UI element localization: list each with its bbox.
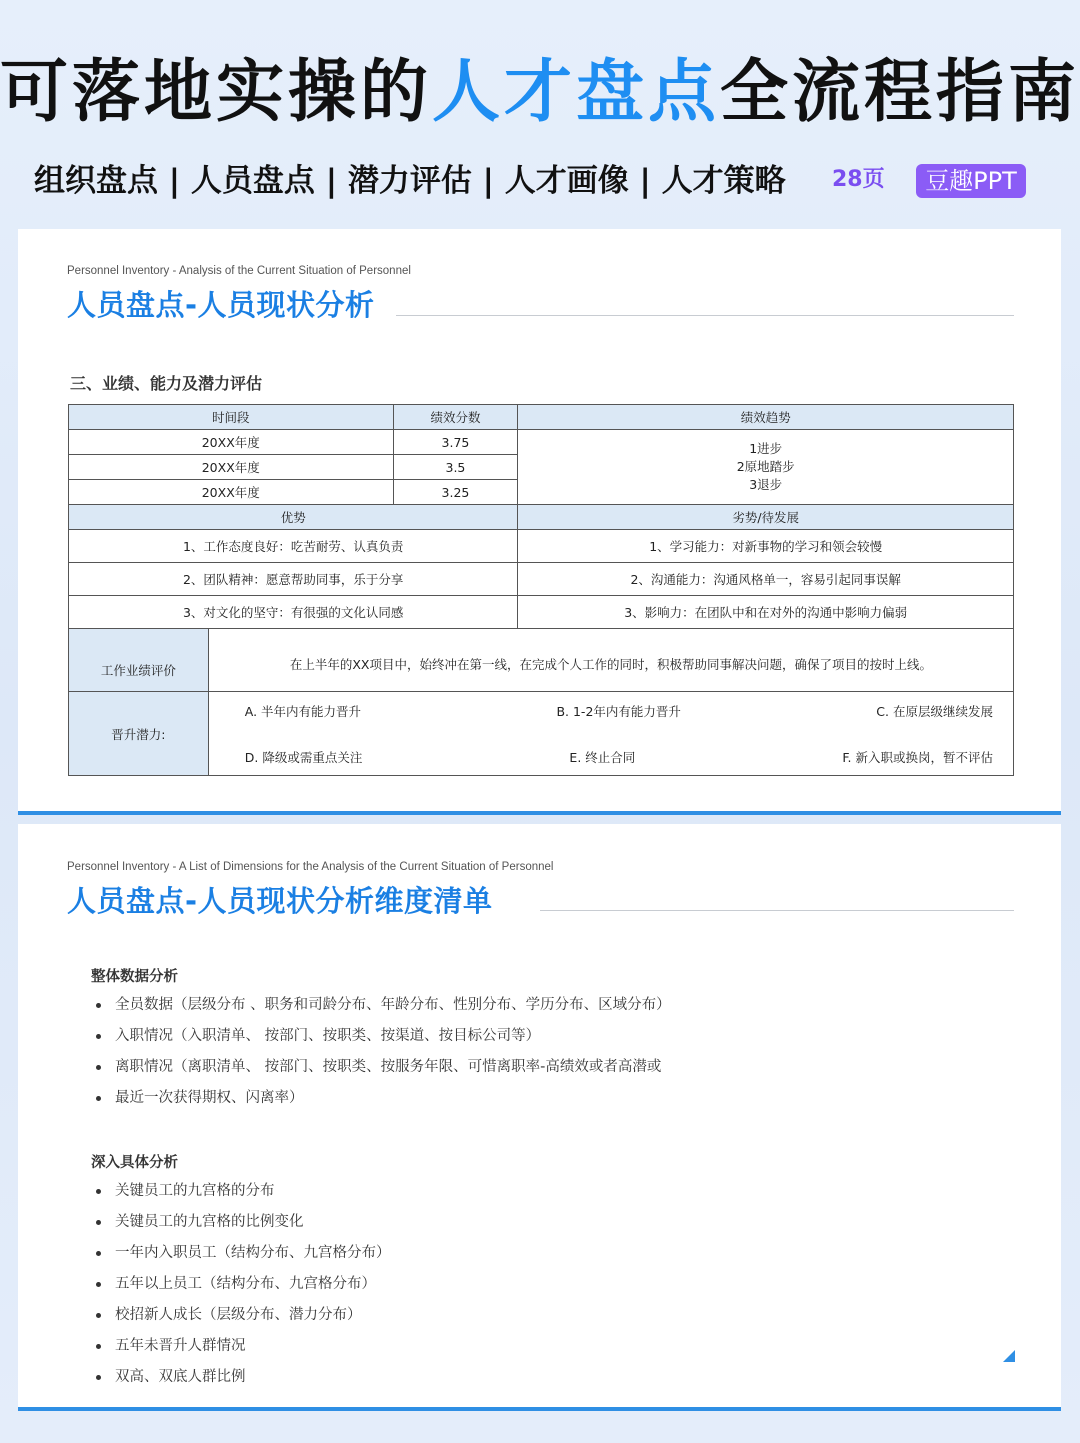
- slide-title: 人员盘点-人员现状分析维度清单: [67, 884, 493, 918]
- period-cell: 20XX年度: [69, 430, 394, 455]
- table-row: [69, 530, 1014, 563]
- header-trend: 绩效趋势: [518, 405, 1014, 430]
- slide-en-title: Personnel Inventory - A List of Dimensions for the Analysis of the Current Situation of Personnel: [67, 861, 554, 873]
- table-row: [69, 563, 1014, 596]
- list-item: 一年内入职员工（结构分布、九宫格分布）: [94, 1238, 391, 1269]
- table-row: [69, 629, 1014, 692]
- title-part1: 可落地实操的: [0, 53, 433, 132]
- title-part2: 全流程指南: [720, 53, 1080, 132]
- deep-list: [94, 1176, 391, 1393]
- disadvantage-cell: 2、沟通能力：沟通风格单一，容易引起同事误解: [518, 563, 1014, 596]
- header-score: 绩效分数: [393, 405, 518, 430]
- list-item: 关键员工的九宫格的分布: [94, 1176, 391, 1207]
- overall-heading: 整体数据分析: [91, 969, 178, 985]
- slide-current-situation: [18, 229, 1061, 815]
- subtitle: 组织盘点 | 人员盘点 | 潜力评估 | 人才画像 | 人才策略: [34, 163, 786, 199]
- section-heading: 三、业绩、能力及潜力评估: [70, 374, 263, 393]
- performance-table: [68, 404, 1014, 776]
- slide-en-title: Personnel Inventory - Analysis of the Current Situation of Personnel: [67, 265, 411, 277]
- option-c: C. 在原层级继续发展: [876, 703, 993, 719]
- header-disadvantages: 劣势/待发展: [518, 505, 1014, 530]
- trend-line: 1进步: [749, 441, 783, 456]
- potential-options: [208, 692, 1013, 776]
- eval-label: 工作业绩评价: [69, 629, 209, 692]
- title-highlight: 人才盘点: [432, 53, 721, 132]
- brand-badge: 豆趣PPT: [916, 164, 1026, 198]
- list-item: 关键员工的九宫格的比例变化: [94, 1207, 391, 1238]
- trend-line: 2原地踏步: [736, 459, 795, 474]
- list-item: 双高、双底人群比例: [94, 1362, 391, 1393]
- trend-line: 3退步: [749, 477, 783, 492]
- eval-text: 在上半年的XX项目中，始终冲在第一线，在完成个人工作的同时，积极帮助同事解决问题，确保了项目的按时上线。: [208, 629, 1013, 692]
- table-row: [69, 596, 1014, 629]
- list-item: 校招新人成长（层级分布、潜力分布）: [94, 1300, 391, 1331]
- list-item: 离职情况（离职清单、 按部门、按职类、按服务年限、可惜离职率-高绩效或者高潜或: [94, 1052, 671, 1083]
- list-item: 五年以上员工（结构分布、九宫格分布）: [94, 1269, 391, 1300]
- list-item: 五年未晋升人群情况: [94, 1331, 391, 1362]
- slide-title: 人员盘点-人员现状分析: [67, 288, 375, 322]
- option-d: D. 降级或需重点关注: [244, 749, 363, 765]
- list-item: 最近一次获得期权、闪离率）: [94, 1083, 671, 1114]
- overall-list: [94, 990, 671, 1114]
- score-cell: 3.75: [393, 430, 518, 455]
- deep-heading: 深入具体分析: [91, 1155, 178, 1171]
- header-period: 时间段: [69, 405, 394, 430]
- advantage-cell: 3、对文化的坚守：有很强的文化认同感: [69, 596, 518, 629]
- option-e: E. 终止合同: [569, 749, 636, 765]
- period-cell: 20XX年度: [69, 480, 394, 505]
- option-a: A. 半年内有能力晋升: [244, 703, 362, 719]
- period-cell: 20XX年度: [69, 455, 394, 480]
- potential-label: 晋升潜力:: [69, 692, 209, 776]
- advantage-cell: 2、团队精神：愿意帮助同事，乐于分享: [69, 563, 518, 596]
- table-row: [69, 692, 1014, 776]
- advantage-cell: 1、工作态度良好：吃苦耐劳、认真负责: [69, 530, 518, 563]
- corner-triangle-icon: [1003, 1350, 1015, 1362]
- trend-cell: [518, 430, 1014, 505]
- page-count: 28页: [832, 167, 885, 192]
- option-f: F. 新入职或换岗，暂不评估: [842, 749, 993, 765]
- main-title: [0, 48, 1080, 138]
- option-b: B. 1-2年内有能力晋升: [556, 703, 681, 719]
- list-item: 全员数据（层级分布 、职务和司龄分布、年龄分布、性别分布、学历分布、区域分布）: [94, 990, 671, 1021]
- list-item: 入职情况（入职清单、 按部门、按职类、按渠道、按目标公司等）: [94, 1021, 671, 1052]
- disadvantage-cell: 3、影响力：在团队中和在对外的沟通中影响力偏弱: [518, 596, 1014, 629]
- slide-dimension-list: [18, 824, 1061, 1411]
- title-divider: [396, 315, 1014, 316]
- score-cell: 3.5: [393, 455, 518, 480]
- table-row: [69, 430, 1014, 455]
- title-divider: [540, 910, 1014, 911]
- disadvantage-cell: 1、学习能力：对新事物的学习和领会较慢: [518, 530, 1014, 563]
- header-advantages: 优势: [69, 505, 518, 530]
- score-cell: 3.25: [393, 480, 518, 505]
